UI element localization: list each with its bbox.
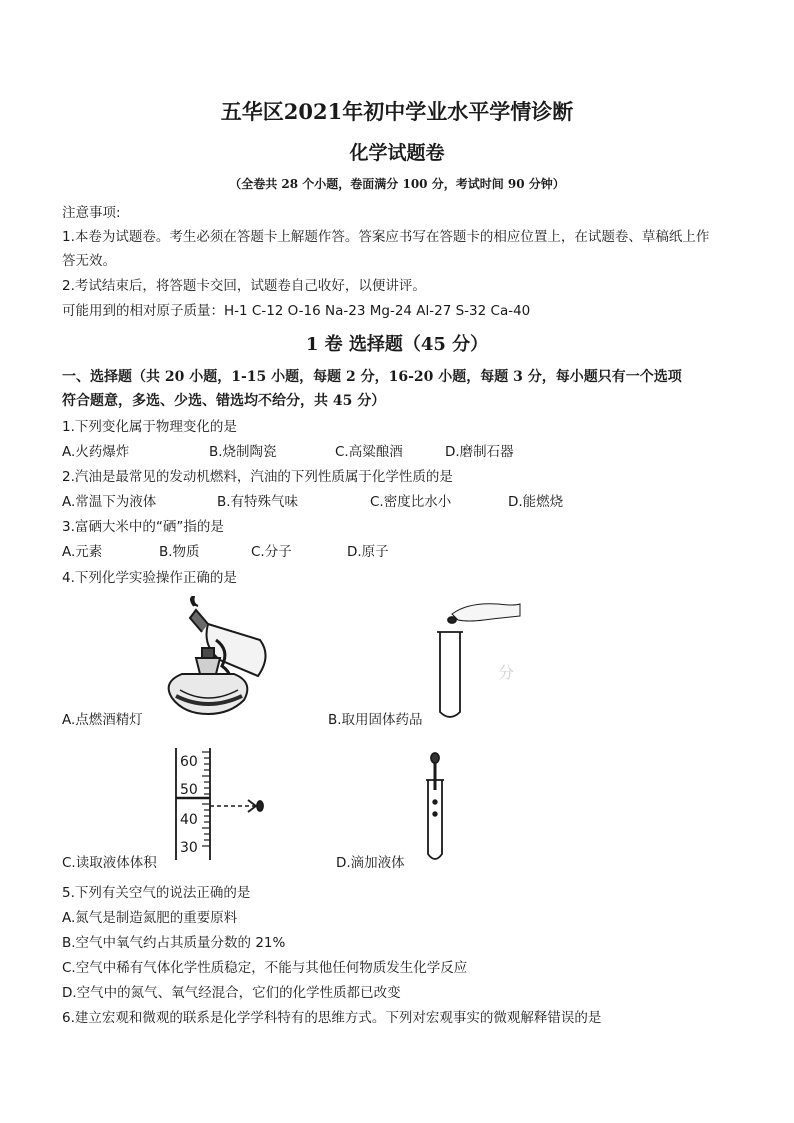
cylinder-tick-50: 50 (180, 782, 198, 798)
q2-option-d: D.能燃烧 (508, 494, 564, 510)
q4-option-d: D.滴加液体 (336, 855, 405, 871)
test-tube-solid-figure (428, 598, 528, 722)
section-instruction-line-2: 符合题意，多选、少选、错选均不给分，共 45 分） (62, 393, 386, 409)
q5-option-b: B.空气中氧气约占其质量分数的 21% (62, 935, 286, 951)
q5-option-c: C.空气中稀有气体化学性质稳定，不能与其他任何物质发生化学反应 (62, 960, 468, 976)
q1-option-b: B.烧制陶瓷 (209, 444, 277, 460)
q5-option-a: A.氮气是制造氮肥的重要原料 (62, 910, 238, 926)
q2-stem: 2.汽油是最常见的发动机燃料，汽油的下列性质属于化学性质的是 (62, 469, 453, 485)
exam-title: 五华区2021年初中学业水平学情诊断 (220, 99, 574, 124)
dropper-tube-figure (420, 752, 460, 864)
graduated-cylinder-figure (172, 748, 272, 860)
tube-mark: 分 (498, 663, 515, 682)
notice-item-1-line-2: 答无效。 (62, 253, 116, 269)
q2-option-a: A.常温下为液体 (62, 494, 157, 510)
q4-option-a: A.点燃酒精灯 (62, 712, 143, 728)
notice-item-1-line-1: 1.本卷为试题卷。考生必须在答题卡上解题作答。答案应书写在答题卡的相应位置上，在试题卷、草稿纸上作 (62, 229, 710, 245)
q6-stem: 6.建立宏观和微观的联系是化学学科特有的思维方式。下列对宏观事实的微观解释错误的是 (62, 1010, 602, 1026)
q2-option-b: B.有特殊气味 (217, 494, 299, 510)
q4-stem: 4.下列化学实验操作正确的是 (62, 570, 237, 586)
exam-subject: 化学试题卷 (349, 142, 445, 164)
q4-option-c: C.读取液体体积 (62, 855, 157, 871)
q3-option-a: A.元素 (62, 544, 103, 560)
cylinder-tick-30: 30 (180, 840, 198, 856)
notice-heading: 注意事项: (62, 205, 121, 221)
q1-stem: 1.下列变化属于物理变化的是 (62, 419, 237, 435)
cylinder-tick-60: 60 (180, 754, 198, 770)
cylinder-tick-40: 40 (180, 812, 198, 828)
q5-stem: 5.下列有关空气的说法正确的是 (62, 885, 251, 901)
q3-stem: 3.富硒大米中的“硒”指的是 (62, 519, 224, 535)
alcohol-lamp-figure (150, 596, 278, 722)
q2-option-c: C.密度比水小 (370, 494, 452, 510)
atomic-masses: 可能用到的相对原子质量：H-1 C-12 O-16 Na-23 Mg-24 Al-27 S-32 Ca-40 (62, 303, 531, 319)
q1-option-c: C.高粱酿酒 (335, 444, 403, 460)
q3-option-b: B.物质 (159, 544, 200, 560)
section-instruction-line-1: 一、选择题（共 20 小题，1-15 小题，每题 2 分，16-20 小题，每题 3 分，每小题只有一个选项 (62, 369, 682, 385)
q1-option-d: D.磨制石器 (445, 444, 514, 460)
notice-item-2: 2.考试结束后，将答题卡交回，试题卷自己收好，以便讲评。 (62, 278, 426, 294)
q1-option-a: A.火药爆炸 (62, 444, 130, 460)
q3-option-c: C.分子 (251, 544, 292, 560)
section-title: 1 卷 选择题（45 分） (305, 334, 489, 355)
q5-option-d: D.空气中的氮气、氧气经混合，它们的化学性质都已改变 (62, 985, 401, 1001)
exam-info: （全卷共 28 个小题，卷面满分 100 分，考试时间 90 分钟） (229, 177, 565, 191)
q3-option-d: D.原子 (347, 544, 389, 560)
q4-option-b: B.取用固体药品 (328, 712, 423, 728)
